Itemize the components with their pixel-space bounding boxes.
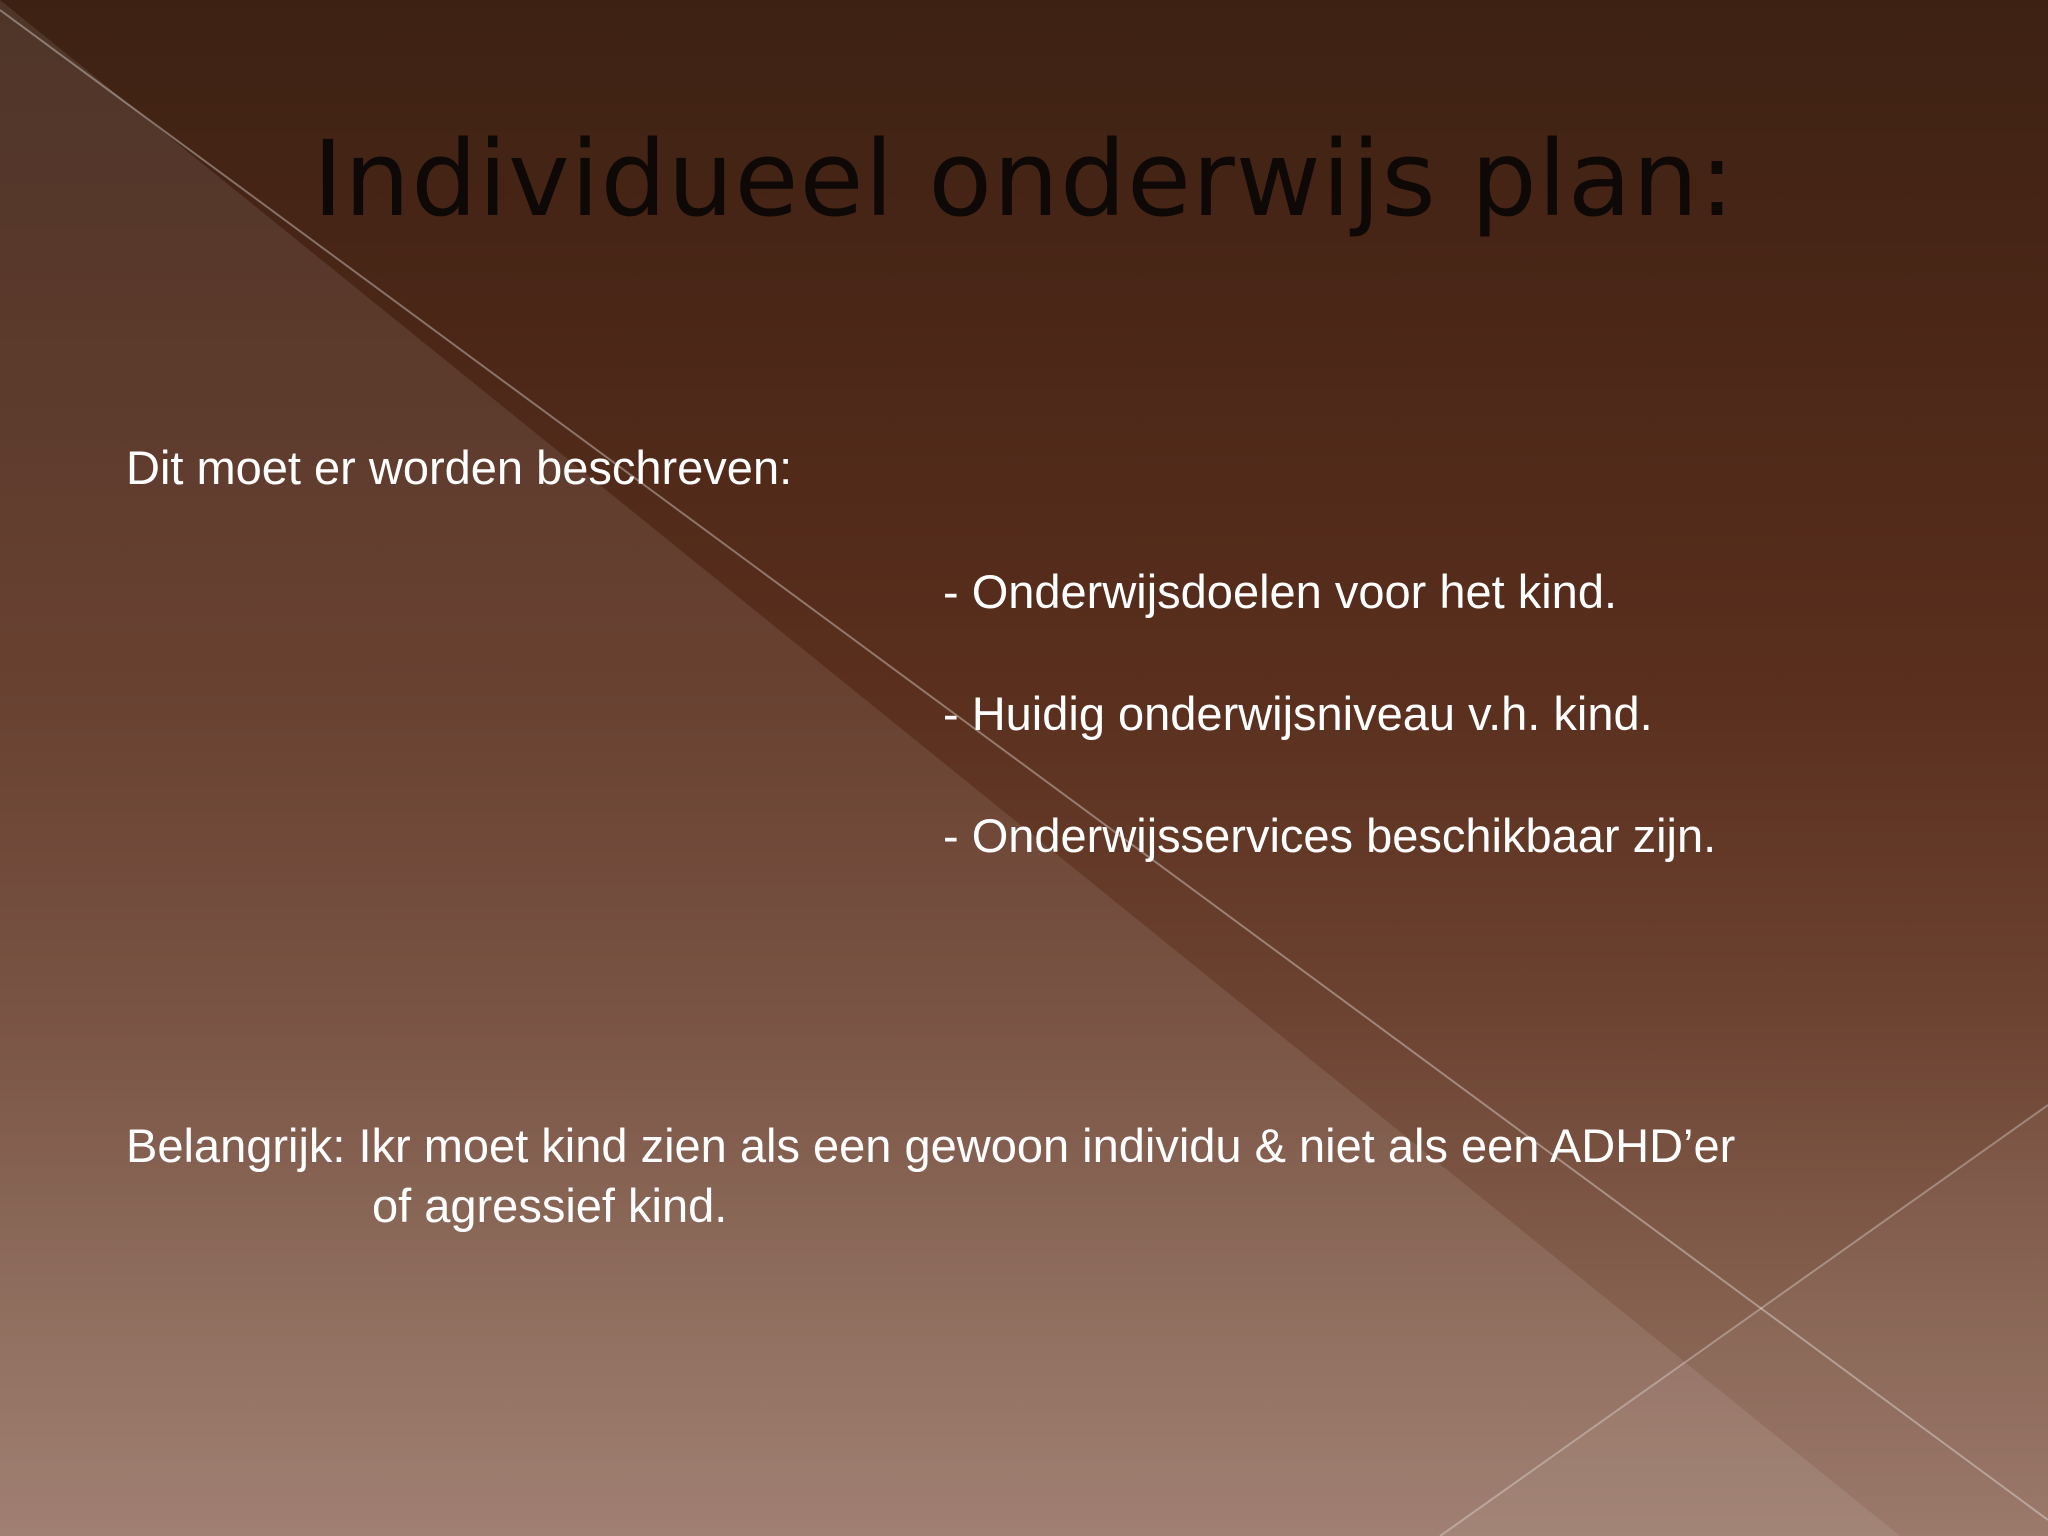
- bullet-item-services: - Onderwijsservices beschikbaar zijn.: [943, 809, 1717, 862]
- bullet-item-level: - Huidig onderwijsniveau v.h. kind.: [943, 687, 1653, 740]
- intro-text: Dit moet er worden beschreven:: [126, 441, 793, 494]
- slide-title: Individueel onderwijs plan:: [312, 118, 1736, 240]
- important-note-line-1: Belangrijk: Ikr moet kind zien als een gewoon individu & niet als een ADHD’er: [126, 1119, 1736, 1172]
- important-note-line-2: of agressief kind.: [372, 1179, 728, 1232]
- bullet-item-goals: - Onderwijsdoelen voor het kind.: [943, 565, 1618, 618]
